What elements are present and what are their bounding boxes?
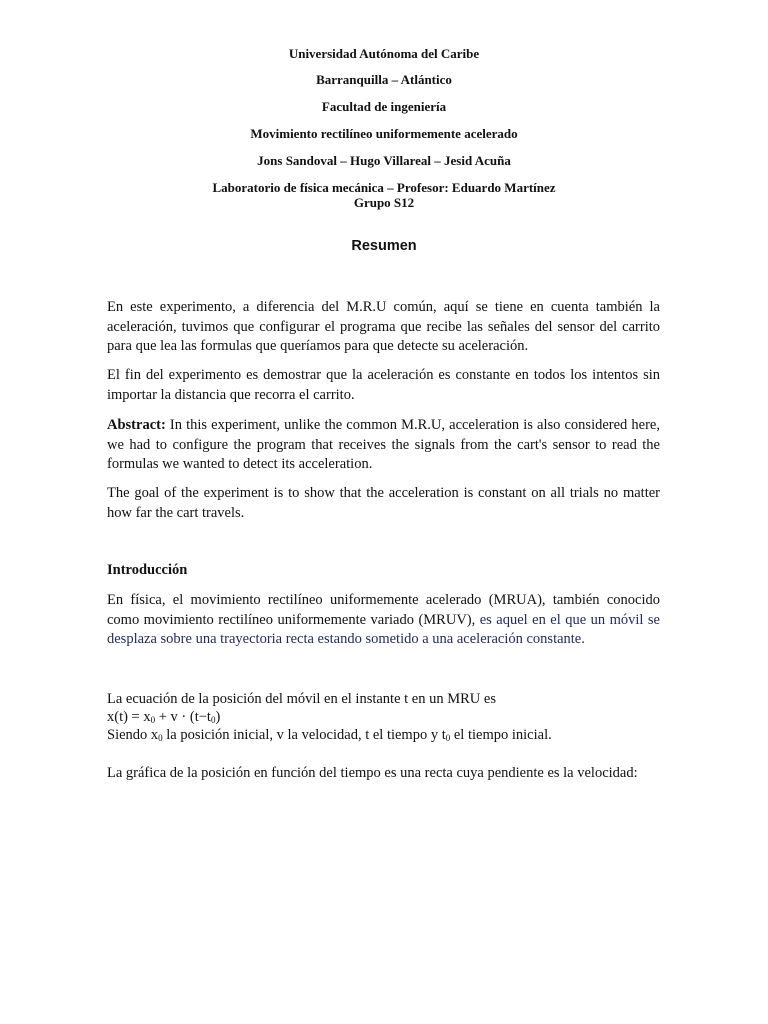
definition-subscript: 0 xyxy=(158,733,163,743)
authors-line: Jons Sandoval – Hugo Villareal – Jesid Acuña xyxy=(257,153,511,168)
definition-part: Siendo x xyxy=(107,727,159,743)
city-line: Barranquilla – Atlántico xyxy=(316,72,452,87)
resumen-paragraph-2: El fin del experimento es demostrar que la aceleración es constante en todos los intentos sin importar la distancia que recorra el carrito. xyxy=(107,367,660,403)
intro-text: En física, el movimiento rectilíneo uniformemente acelerado (MRUA), también conocido como movimiento rectilíneo uniformemente variado (MRUV), xyxy=(107,592,660,628)
resumen-paragraph-1: En este experimento, a diferencia del M.R.U común, aquí se tiene en cuenta también la aceleración, tuvimos que configurar el programa que recibe las señales del sensor del carrito para que lea las formulas que queríamos para que detecte su aceleración. xyxy=(107,299,660,354)
resumen-paragraph-4: The goal of the experiment is to show that the acceleration is constant on all trials no matter how far the cart travels. xyxy=(107,485,660,521)
intro-highlighted-text: es aquel en el que un móvil se desplaza sobre una trayectoria recta estando sometido a una aceleración constante. xyxy=(107,611,660,647)
equation-part: + v · (t−t xyxy=(155,709,211,725)
resumen-heading: Resumen xyxy=(351,238,417,254)
intro-paragraph xyxy=(107,591,660,650)
group-line: Grupo S12 xyxy=(353,195,415,210)
equation-subscript: 0 xyxy=(150,715,156,725)
introduction-heading: Introducción xyxy=(107,562,188,578)
equation-part: ) xyxy=(215,709,221,725)
lab-info xyxy=(0,180,768,210)
faculty-line: Facultad de ingeniería xyxy=(321,99,447,114)
equation-subscript: 0 xyxy=(210,715,216,725)
variable-definitions xyxy=(107,726,667,747)
equation-part: x(t) = x xyxy=(107,709,151,725)
abstract-paragraph xyxy=(107,416,660,475)
definition-subscript: 0 xyxy=(445,733,451,743)
definition-part: el tiempo inicial. xyxy=(450,727,552,743)
abstract-label: Abstract: xyxy=(107,417,166,433)
document-title: Movimiento rectilíneo uniformemente acelerado xyxy=(250,126,518,141)
university-name: Universidad Autónoma del Caribe xyxy=(288,46,480,61)
abstract-text: In this experiment, unlike the common M.R.U, acceleration is also considered here, we had to configure the program that receives the signals from the cart's sensor to read the formulas we wanted to detect its acceleration. xyxy=(107,417,660,472)
graph-description: La gráfica de la posición en función del tiempo es una recta cuya pendiente es la velocidad: xyxy=(107,765,638,781)
lab-professor-line: Laboratorio de física mecánica – Profesor: Eduardo Martínez xyxy=(212,180,556,195)
definition-part: la posición inicial, v la velocidad, t el tiempo y t xyxy=(162,727,446,743)
equation-intro: La ecuación de la posición del móvil en el instante t en un MRU es xyxy=(107,691,496,707)
